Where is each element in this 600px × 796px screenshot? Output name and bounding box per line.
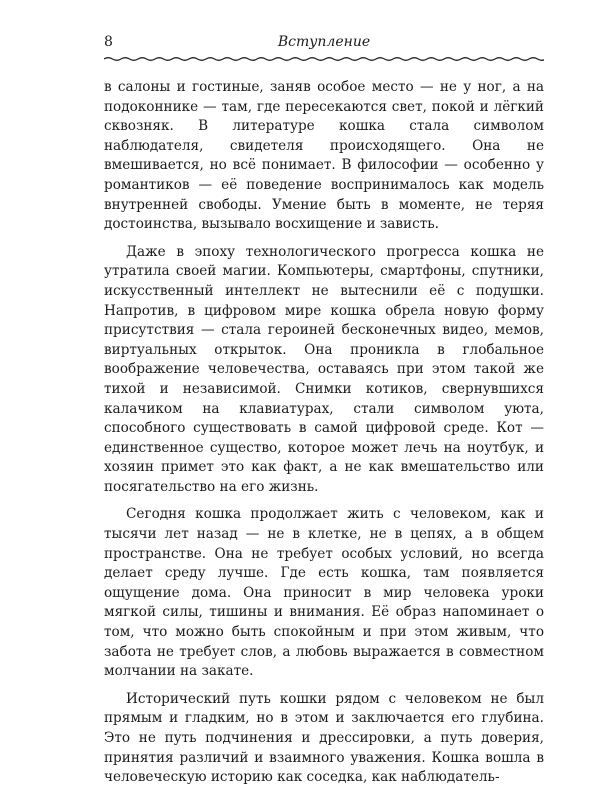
book-page [104, 30, 544, 796]
section-title: Вступление [277, 34, 371, 50]
paragraph-3: Сегодня кошка продолжает жить с человеком, как и тысячи лет назад — не в клетке, не в цепях, а в общем пространстве. Она не требует особых условий, но всегда делает среду лучше. Где есть кошка, там появляется ощущение дома. Она приносит в мир человека уроки мягкой силы, тишины и внимания. Её образ напоминает о том, что можно быть спокойным и при этом живым, что забота не требует слов, а любовь выражается в совместном молчании на закате. [104, 506, 544, 680]
paragraph-2: Даже в эпоху технологического прогресса кошка не утратила своей магии. Компьютеры, смартфоны, спутники, искусственный интеллект не вытеснили её с подушки. Напротив, в цифровом мире кошка обрела новую форму присутствия — стала героиней бесконечных видео, мемов, виртуальных открыток. Она проникла в глобальное воображение человечества, оставаясь при этом такой же тихой и независимой. Снимки котиков, свернувшихся калачиком на клавиатурах, стали символом уюта, способного существовать в самой цифровой среде. Кот — единственное существо, которое может лечь на ноутбук, и хозяин примет это как факт, а не как вмешательство или посягательство на его жизнь. [104, 243, 544, 495]
wavy-divider [104, 54, 544, 64]
paragraph-1: в салоны и гостиные, заняв особое место — не у ног, а на подоконнике — там, где пересекаются свет, покой и лёгкий сквозняк. В литературе кошка стала символом наблюдателя, свидетеля происходящего. Она не вмешивается, но всё понимает. В философии — особенно у романтиков — её поведение воспринималось как модель внутренней свободы. Умение быть в моменте, не теряя достоинства, вызывало восхищение и зависть. [104, 79, 544, 233]
page-number: 8 [104, 34, 113, 50]
body-text [104, 78, 544, 788]
paragraph-4: Исторический путь кошки рядом с человеком не был прямым и гладким, но в этом и заключается его глубина. Это не путь подчинения и дрессировки, а путь доверия, принятия различий и взаимного уважения. Кошка вошла в человеческую историю как соседка, как наблюдатель- [104, 690, 544, 786]
running-head [104, 30, 544, 54]
